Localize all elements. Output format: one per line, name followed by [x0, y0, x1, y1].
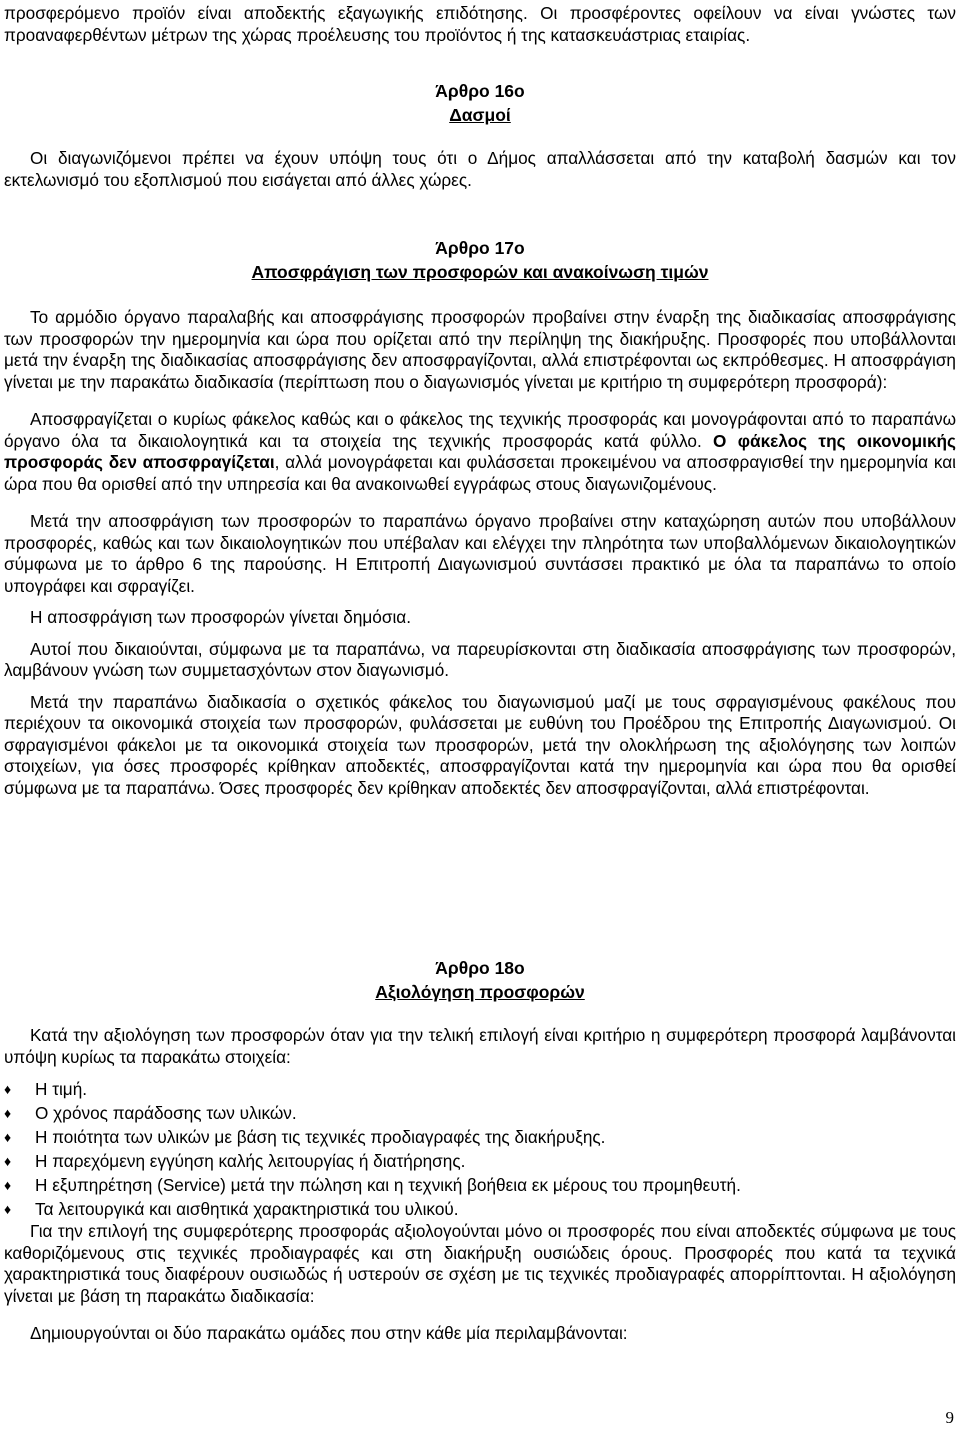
evaluation-criteria-list: [4, 1077, 956, 1221]
article-18-paragraph-3: Δημιουργούνται οι δύο παρακάτω ομάδες που στην κάθε μία περιλαμβάνονται:: [30, 1323, 628, 1343]
article-18-paragraph-1: Κατά την αξιολόγηση των προσφορών όταν για την τελική επιλογή είναι κριτήριο η συμφερότερη προσφορά λαμβάνονται υπόψη κυρίως τα παρακάτω στοιχεία:: [4, 1025, 956, 1067]
article-16: [4, 79, 956, 191]
diamond-bullet-icon: ♦: [4, 1129, 12, 1145]
article-17-number: Άρθρο 17ο: [435, 238, 525, 258]
list-item: ♦ Η παρεχόμενη εγγύηση καλής λειτουργίας ή διατήρησης.: [4, 1151, 466, 1171]
diamond-bullet-icon: ♦: [4, 1105, 12, 1121]
article-17: [4, 236, 956, 799]
list-item: ♦ Τα λειτουργικά και αισθητικά χαρακτηριστικά του υλικού.: [4, 1199, 459, 1219]
article-17-paragraph-4: Η αποσφράγιση των προσφορών γίνεται δημόσια.: [30, 607, 411, 627]
article-17-paragraph-5: Αυτοί που δικαιούνται, σύμφωνα με τα παραπάνω, να παρευρίσκονται στη διαδικασία αποσφράγισης των προσφορών, λαμβάνουν γνώση των συμμετασχόντων στον διαγωνισμό.: [4, 638, 956, 680]
list-item: ♦ Η τιμή.: [4, 1079, 88, 1099]
article-16-text: Οι διαγωνιζόμενοι πρέπει να έχουν υπόψη τους ότι ο Δήμος απαλλάσσεται από την καταβολή δασμών και τον εκτελωνισμό του εξοπλισμού που εισάγεται από άλλες χώρες.: [4, 148, 956, 190]
article-16-title: Δασμοί: [449, 105, 511, 125]
list-item: ♦ Η ποιότητα των υλικών με βάση τις τεχνικές προδιαγραφές της διακήρυξης.: [4, 1127, 606, 1147]
article-17-paragraph-3: Μετά την αποσφράγιση των προσφορών το παραπάνω όργανο προβαίνει στην καταχώρηση αυτών που υποβάλλουν προσφορές, καθώς και των δικαιολογητικών που υπέβαλαν και ελέγχει την πληρότητα των υποβαλλόμενων δικαιολογητικών σύμφωνα με το άρθρο 6 της παρούσης. Η Επιτροπή Διαγωνισμού συντάσσει πρακτικό με όλα τα παραπάνω το οποίο υπογράφει και σφραγίζει.: [4, 511, 956, 596]
diamond-bullet-icon: ♦: [4, 1201, 12, 1217]
article-18-paragraph-2: Για την επιλογή της συμφερότερης προσφοράς αξιολογούνται μόνο οι προσφορές που είναι αποδεκτές σύμφωνα με τους καθοριζόμενους στις τεχνικές προδιαγραφές και στη διακήρυξη ουσιώδεις όρους. Προσφορές που κατά τα τεχνικά χαρακτηριστικά τους διαφέρουν ουσιωδώς ή υστερούν σε σχέση με τις τεχνικές προδιαγραφές απορρίπτονται. Η αξιολόγηση γίνεται με βάση τη παρακάτω διαδικασία:: [4, 1221, 956, 1306]
diamond-bullet-icon: ♦: [4, 1177, 12, 1193]
article-16-number: Άρθρο 16ο: [435, 81, 525, 101]
article-18-title: Αξιολόγηση προσφορών: [375, 982, 585, 1002]
article-17-paragraph-2: Αποσφραγίζεται ο κυρίως φάκελος καθώς και ο φάκελος της τεχνικής προσφοράς και μονογράφονται από το παραπάνω όργανο όλα τα δικαιολογητικά και τα στοιχεία της τεχνικής προσφοράς κατά φύλλο. Ο φάκελος της οικονομικής προσφοράς δεν αποσφραγίζεται, αλλά μονογράφεται και φυλάσσεται προκειμένου να αποσφραγισθεί την ημερομηνία και ώρα που θα ορισθεί από την υπηρεσία και θα ανακοινωθεί εγγράφως στους διαγωνιζομένους.: [4, 409, 956, 494]
list-item: ♦ Η εξυπηρέτηση (Service) μετά την πώληση και η τεχνική βοήθεια εκ μέρους του προμηθευτή.: [4, 1175, 741, 1195]
article-17-paragraph-1: Το αρμόδιο όργανο παραλαβής και αποσφράγισης προσφορών προβαίνει στην έναρξη της διαδικασίας αποσφράγισης των προσφορών την ημερομηνία και ώρα που ορίζεται από την περίληψη της διακήρυξης. Προσφορές που υποβάλλονται μετά την έναρξη της διαδικασίας αποσφράγισης δεν αποσφραγίζονται, αλλά επιστρέφονται ως εκπρόθεσμες. Η αποσφράγιση γίνεται με την παρακάτω διαδικασία (περίπτωση που ο διαγωνισμός γίνεται με κριτήριο τη συμφερότερη προσφορά):: [4, 307, 956, 392]
article-17-title: Αποσφράγιση των προσφορών και ανακοίνωση τιμών: [251, 262, 709, 282]
economic-envelope-notice: Ο φάκελος της οικονομικής προσφοράς δεν αποσφραγίζεται: [4, 430, 956, 472]
intro-paragraph: προσφερόμενο προϊόν είναι αποδεκτής εξαγωγικής επιδότησης. Οι προσφέροντες οφείλουν να είναι γνώστες των προαναφερθέντων μέτρων της χώρας προέλευσης του προϊόντος ή της κατασκευάστριας εταιρίας.: [4, 3, 956, 45]
article-18: [4, 956, 956, 1345]
article-18-number: Άρθρο 18ο: [435, 958, 525, 978]
diamond-bullet-icon: ♦: [4, 1081, 12, 1097]
article-17-paragraph-6: Μετά την παραπάνω διαδικασία ο σχετικός φάκελος του διαγωνισμού μαζί με τους σφραγισμένους φακέλους που περιέχουν τα οικονομικά στοιχεία των προσφορών, φυλάσσεται με ευθύνη του Προέδρου της Επιτροπής Διαγωνισμού. Οι σφραγισμένοι φάκελοι με τα οικονομικά στοιχεία των προσφορών, μετά την ολοκλήρωση της αξιολόγησης των λοιπών στοιχείων, για όσες προσφορές κρίθηκαν αποδεκτές, αποσφραγίζονται κατά την ημερομηνία και ώρα που θα ορισθεί σύμφωνα με τα παραπάνω. Όσες προσφορές δεν κρίθηκαν αποδεκτές δεν αποσφραγίζονται, αλλά επιστρέφονται.: [4, 691, 956, 798]
list-item: ♦ Ο χρόνος παράδοσης των υλικών.: [4, 1103, 297, 1123]
page-number: 9: [945, 1408, 954, 1427]
diamond-bullet-icon: ♦: [4, 1153, 12, 1169]
